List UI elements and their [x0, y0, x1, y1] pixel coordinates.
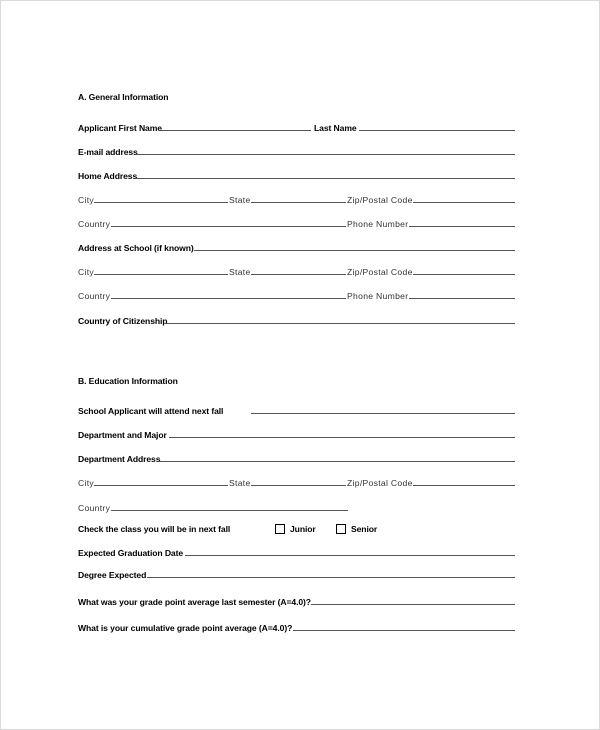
dept-city-label: City — [78, 478, 94, 488]
school-zip-field[interactable] — [413, 274, 515, 275]
home-address-label: Home Address — [78, 171, 138, 181]
first-name-field[interactable] — [161, 130, 311, 131]
senior-checkbox[interactable] — [336, 524, 346, 534]
gpa-last-label: What was your grade point average last semester (A=4.0)? — [78, 597, 311, 607]
home-zip-field[interactable] — [413, 202, 515, 203]
gpa-cum-label: What is your cumulative grade point average (A=4.0)? — [78, 623, 293, 633]
home-country-label: Country — [78, 219, 111, 229]
junior-label: Junior — [290, 524, 316, 534]
gpa-cum-field[interactable] — [293, 630, 515, 631]
school-address-label: Address at School (if known) — [78, 243, 194, 253]
home-country-field[interactable] — [111, 226, 346, 227]
school-country-field[interactable] — [111, 298, 346, 299]
senior-label: Senior — [351, 524, 378, 534]
school-city-label: City — [78, 267, 94, 277]
school-country-label: Country — [78, 291, 111, 301]
citizenship-label: Country of Citizenship — [78, 316, 168, 326]
section-a-title: A. General Information — [78, 92, 169, 102]
department-field[interactable] — [169, 437, 515, 438]
class-prompt-label: Check the class you will be in next fall — [78, 524, 231, 534]
school-state-field[interactable] — [251, 274, 346, 275]
dept-address-field[interactable] — [159, 461, 515, 462]
gpa-last-field[interactable] — [311, 604, 515, 605]
degree-label: Degree Expected — [78, 570, 147, 580]
home-city-field[interactable] — [94, 202, 228, 203]
dept-address-label: Department Address — [78, 454, 161, 464]
home-state-label: State — [229, 195, 251, 205]
graduation-label: Expected Graduation Date — [78, 548, 184, 558]
last-name-field[interactable] — [359, 130, 515, 131]
school-phone-field[interactable] — [409, 298, 515, 299]
dept-city-field[interactable] — [94, 485, 228, 486]
home-zip-label: Zip/Postal Code — [347, 195, 413, 205]
school-address-field[interactable] — [194, 250, 515, 251]
junior-checkbox[interactable] — [275, 524, 285, 534]
department-label: Department and Major — [78, 430, 167, 440]
home-state-field[interactable] — [251, 202, 346, 203]
section-b-title: B. Education Information — [78, 376, 178, 386]
dept-country-field[interactable] — [111, 510, 348, 511]
dept-state-label: State — [229, 478, 251, 488]
home-phone-field[interactable] — [409, 226, 515, 227]
graduation-field[interactable] — [185, 555, 515, 556]
home-city-label: City — [78, 195, 94, 205]
degree-field[interactable] — [147, 577, 515, 578]
email-label: E-mail address — [78, 147, 138, 157]
home-phone-label: Phone Number — [347, 219, 409, 229]
dept-zip-field[interactable] — [413, 485, 515, 486]
home-address-field[interactable] — [136, 178, 515, 179]
dept-state-field[interactable] — [251, 485, 346, 486]
school-label: School Applicant will attend next fall — [78, 406, 224, 416]
school-field[interactable] — [251, 413, 515, 414]
last-name-label: Last Name — [314, 123, 357, 133]
first-name-label: Applicant First Name — [78, 123, 162, 133]
citizenship-field[interactable] — [165, 323, 515, 324]
email-field[interactable] — [137, 154, 515, 155]
dept-country-label: Country — [78, 503, 111, 513]
school-phone-label: Phone Number — [347, 291, 409, 301]
dept-zip-label: Zip/Postal Code — [347, 478, 413, 488]
school-zip-label: Zip/Postal Code — [347, 267, 413, 277]
school-state-label: State — [229, 267, 251, 277]
school-city-field[interactable] — [94, 274, 228, 275]
